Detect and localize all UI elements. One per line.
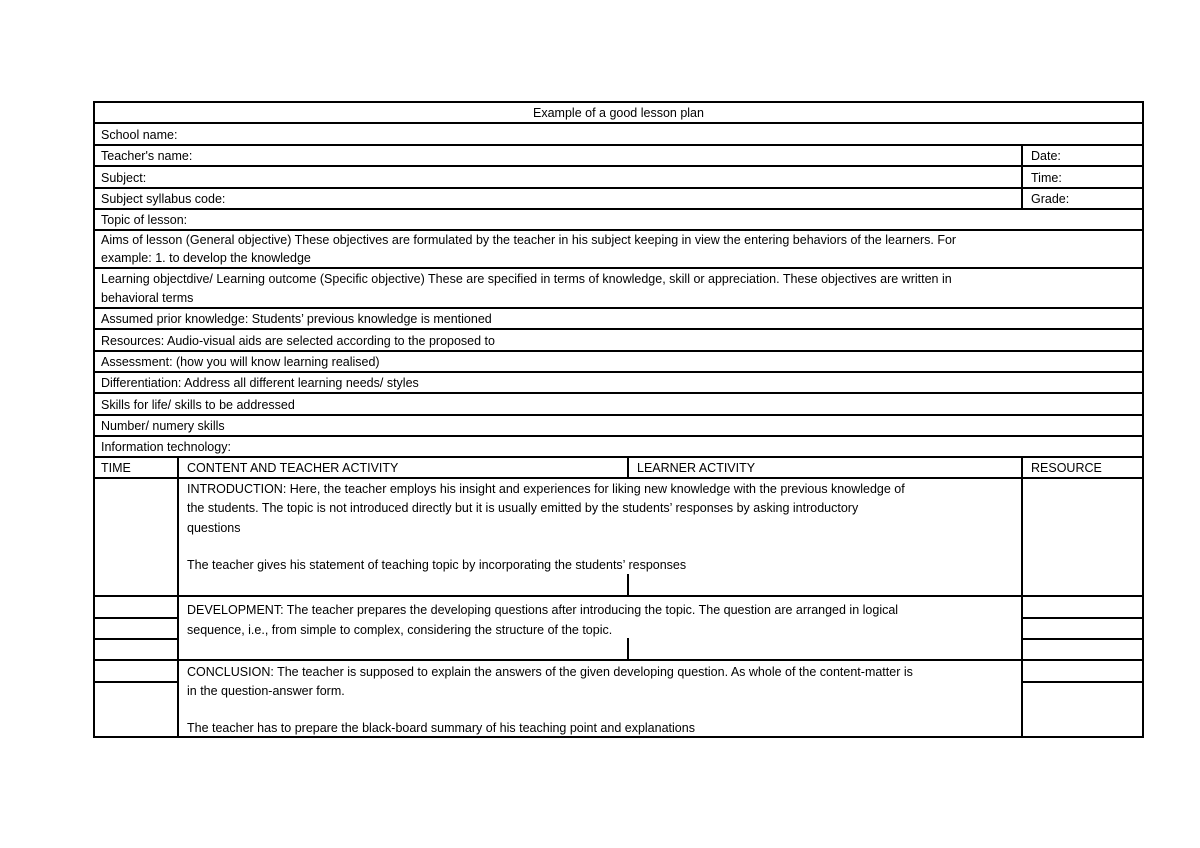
page-title: Example of a good lesson plan bbox=[533, 106, 704, 120]
column-divider bbox=[177, 456, 179, 738]
lesson-plan-table bbox=[93, 101, 1144, 738]
assessment-label: Assessment: (how you will know learning realised) bbox=[101, 355, 380, 369]
row-divider bbox=[93, 122, 1144, 124]
row-divider bbox=[93, 165, 1144, 167]
column-divider bbox=[627, 574, 629, 595]
resource-cell-divider bbox=[1022, 681, 1144, 683]
development-line-1: DEVELOPMENT: The teacher prepares the developing questions after introducing the topic. The question are arranged in logical bbox=[187, 603, 899, 617]
resource-cell-divider bbox=[1022, 638, 1144, 640]
row-divider bbox=[93, 414, 1144, 416]
subject-label: Subject: bbox=[101, 171, 147, 185]
resource-cell-divider bbox=[1022, 617, 1144, 619]
intro-line-4: The teacher gives his statement of teaching topic by incorporating the students’ responses bbox=[187, 558, 687, 572]
teacher-name-label: Teacher's name: bbox=[101, 149, 193, 163]
column-divider bbox=[1021, 144, 1023, 208]
row-divider bbox=[93, 208, 1144, 210]
grade-label: Grade: bbox=[1031, 192, 1070, 206]
section-divider bbox=[93, 659, 1144, 661]
objective-line-1: Learning objectdive/ Learning outcome (Specific objective) These are specified in terms of knowledge, skill or appreciation. These objectives are written in bbox=[101, 272, 952, 286]
border-left bbox=[93, 101, 95, 738]
row-divider bbox=[93, 187, 1144, 189]
time-label: Time: bbox=[1031, 171, 1062, 185]
column-divider bbox=[1021, 456, 1023, 738]
time-cell-divider bbox=[93, 681, 178, 683]
time-cell-divider bbox=[93, 638, 178, 640]
objective-line-2: behavioral terms bbox=[101, 291, 194, 305]
conclusion-line-1: CONCLUSION: The teacher is supposed to explain the answers of the given developing question. As whole of the content-matter is bbox=[187, 665, 913, 679]
date-label: Date: bbox=[1031, 149, 1061, 163]
conclusion-line-3: The teacher has to prepare the black-board summary of his teaching point and explanations bbox=[187, 721, 695, 735]
row-divider bbox=[93, 392, 1144, 394]
development-line-2: sequence, i.e., from simple to complex, considering the structure of the topic. bbox=[187, 623, 613, 637]
intro-line-1: INTRODUCTION: Here, the teacher employs his insight and experiences for liking new knowledge with the previous knowledge of bbox=[187, 482, 905, 496]
row-divider bbox=[93, 328, 1144, 330]
column-divider bbox=[627, 638, 629, 659]
row-divider bbox=[93, 350, 1144, 352]
header-resource: RESOURCE bbox=[1031, 461, 1102, 475]
intro-line-3: questions bbox=[187, 521, 241, 535]
skills-label: Skills for life/ skills to be addressed bbox=[101, 398, 295, 412]
header-time: TIME bbox=[101, 461, 131, 475]
section-divider bbox=[93, 595, 1144, 597]
row-divider bbox=[93, 267, 1144, 269]
row-divider bbox=[93, 371, 1144, 373]
row-divider bbox=[93, 307, 1144, 309]
aims-line-2: example: 1. to develop the knowledge bbox=[101, 251, 311, 265]
time-cell-divider bbox=[93, 617, 178, 619]
header-learner: LEARNER ACTIVITY bbox=[637, 461, 756, 475]
resources-label: Resources: Audio-visual aids are selected according to the proposed to bbox=[101, 334, 495, 348]
it-label: Information technology: bbox=[101, 440, 231, 454]
syllabus-code-label: Subject syllabus code: bbox=[101, 192, 226, 206]
numeracy-label: Number/ numery skills bbox=[101, 419, 225, 433]
row-divider bbox=[93, 144, 1144, 146]
header-content: CONTENT AND TEACHER ACTIVITY bbox=[187, 461, 399, 475]
aims-line-1: Aims of lesson (General objective) These objectives are formulated by the teacher in his subject keeping in view the entering behaviors of the learners. For bbox=[101, 233, 957, 247]
border-right bbox=[1142, 101, 1144, 738]
column-divider bbox=[627, 456, 629, 479]
row-divider bbox=[93, 229, 1144, 231]
border-top bbox=[93, 101, 1144, 103]
row-divider bbox=[93, 456, 1144, 458]
row-divider bbox=[93, 435, 1144, 437]
intro-line-2: the students. The topic is not introduced directly but it is usually emitted by the students’ responses by asking introductory bbox=[187, 501, 859, 515]
topic-label: Topic of lesson: bbox=[101, 213, 188, 227]
prior-knowledge-label: Assumed prior knowledge: Students’ previous knowledge is mentioned bbox=[101, 312, 492, 326]
school-name-label: School name: bbox=[101, 128, 178, 142]
differentiation-label: Differentiation: Address all different learning needs/ styles bbox=[101, 376, 419, 390]
conclusion-line-2: in the question-answer form. bbox=[187, 684, 345, 698]
row-divider bbox=[93, 477, 1144, 479]
border-bottom bbox=[93, 736, 1144, 738]
